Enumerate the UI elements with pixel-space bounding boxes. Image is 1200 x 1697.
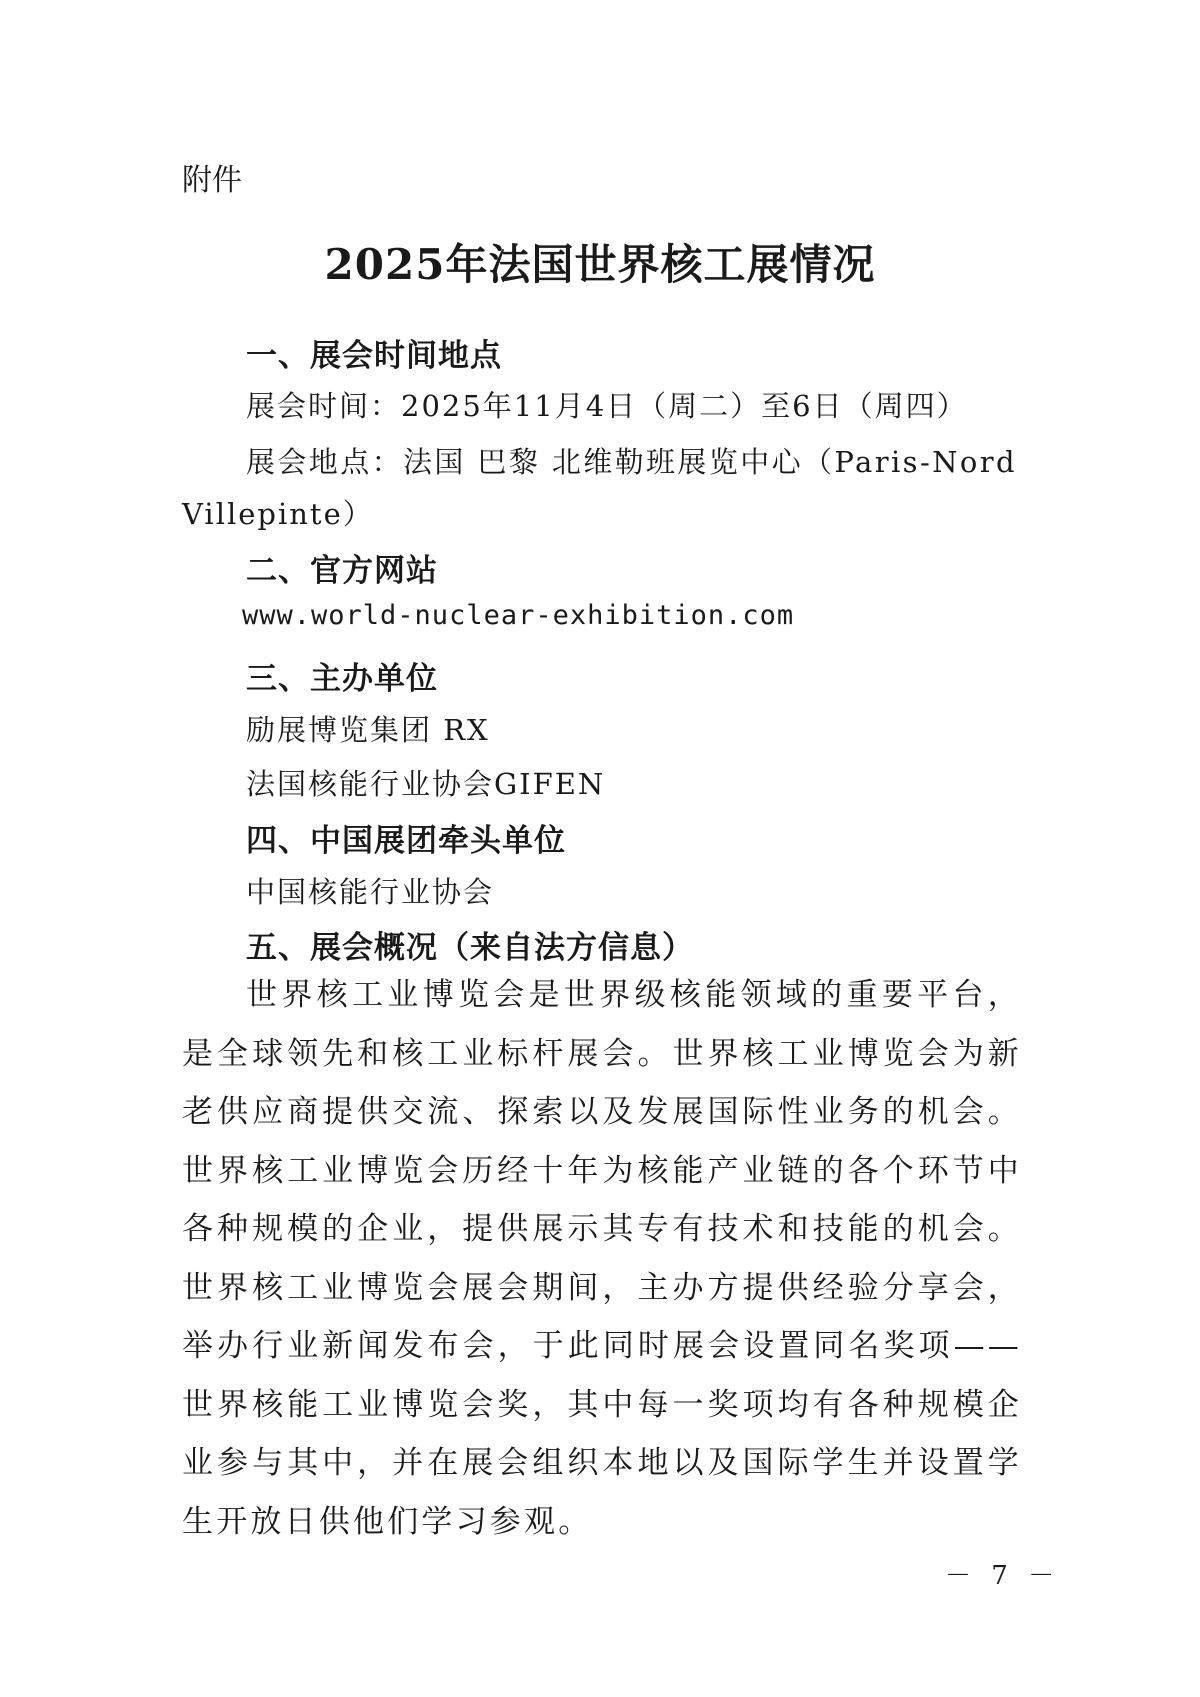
china-delegation-lead-unit: 中国核能行业协会 (246, 875, 495, 909)
section-heading-organizers: 三、主办单位 (246, 661, 438, 697)
attachment-label: 附件 (182, 163, 242, 198)
exhibition-time-line: 展会时间：2025年11月4日（周二）至6日（周四） (246, 389, 968, 423)
organizer-rx: 励展博览集团 RX (246, 713, 490, 747)
page-number: － 7 － (945, 1561, 1061, 1591)
section-heading-china-delegation-lead: 四、中国展团牵头单位 (246, 823, 566, 859)
overview-paragraph: 世界核工业博览会是世界级核能领域的重要平台，是全球领先和核工业标杆展会。世界核工业博览会为新老供应商提供交流、探索以及发展国际性业务的机会。世界核工业博览会历经十年为核能产业链的各个环节中各种规模的企业，提供展示其专有技术和技能的机会。世界核工业博览会展会期间，主办方提供经验分享会，举办行业新闻发布会，于此同时展会设置同名奖项——世界核能工业博览会奖，其中每一奖项均有各种规模企业参与其中，并在展会组织本地以及国际学生并设置学生开放日供他们学习参观。 (182, 977, 1022, 1540)
organizer-gifen: 法国核能行业协会GIFEN (246, 767, 606, 801)
section-heading-time-location: 一、展会时间地点 (246, 338, 502, 374)
section-heading-official-website: 二、官方网站 (246, 553, 438, 589)
section-heading-overview: 五、展会概况（来自法方信息） (246, 930, 694, 966)
exhibition-location-line: 展会地点：法国 巴黎 北维勒班展览中心（Paris-Nord (246, 445, 1018, 479)
exhibition-location-continuation: Villepinte） (182, 497, 374, 531)
document-title: 2025年法国世界核工展情况 (324, 240, 876, 289)
official-website-url: www.world-nuclear-exhibition.com (242, 600, 795, 631)
